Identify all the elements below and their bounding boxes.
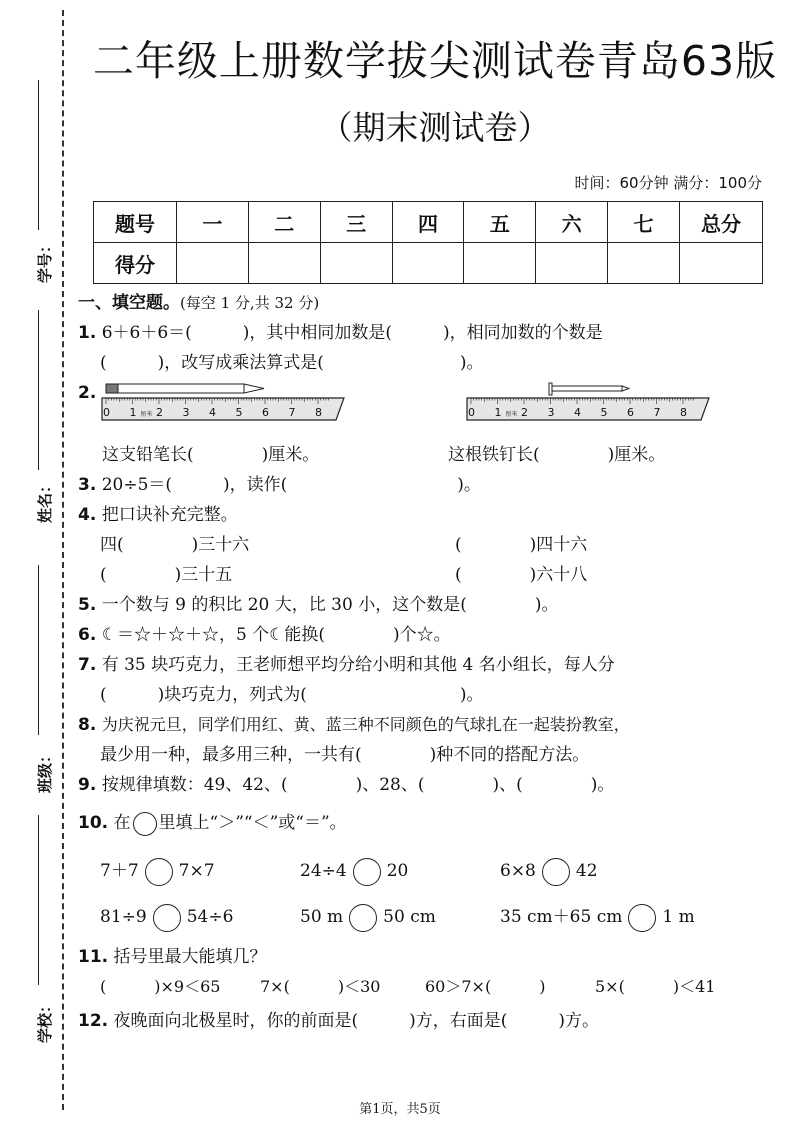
- ruler-tick-label: 0: [468, 406, 475, 419]
- koujue-item: 四( )三十六: [100, 535, 250, 555]
- pencil-ruler-figure: [100, 382, 370, 432]
- school-field: [18, 815, 55, 1045]
- question-text: 把口诀补充完整。: [101, 505, 238, 525]
- question-4-row-1: [78, 530, 758, 560]
- koujue-item: ( )四十六: [455, 535, 588, 555]
- ruler-tick-label: 6: [627, 406, 634, 419]
- school-line[interactable]: [38, 815, 39, 985]
- question-1: [78, 318, 758, 348]
- fill-item: 7×( )＜30: [260, 977, 381, 996]
- nail-ruler-figure: [465, 382, 735, 432]
- student-number-line[interactable]: [38, 80, 39, 230]
- ruler-tick-label: 8: [315, 406, 322, 419]
- score-table-score-row: [94, 243, 763, 284]
- compare-circle[interactable]: [628, 904, 656, 932]
- score-cell[interactable]: [320, 243, 392, 284]
- section-title: 一、填空题。: [78, 293, 180, 313]
- question-text: ( )块巧克力，列式为( )。: [100, 685, 484, 705]
- binding-dashed-line: [62, 10, 64, 1110]
- answer-circle-icon: [133, 812, 157, 836]
- compare-left: 7＋7: [100, 861, 139, 881]
- question-number: 3.: [78, 475, 97, 495]
- student-number-label: 学号：: [36, 237, 55, 284]
- exam-time-info: 时间：60分钟 满分：100分: [574, 174, 762, 192]
- question-6: [78, 620, 758, 650]
- compare-left: 35 cm＋65 cm: [500, 907, 623, 927]
- fill-item: 5×( )＜41: [595, 977, 716, 996]
- score-header-cell: 三: [320, 202, 392, 243]
- question-3: [78, 470, 758, 500]
- ruler-tick-label: 5: [600, 406, 608, 419]
- compare-row-1: [78, 856, 758, 886]
- question-8: [78, 710, 758, 740]
- class-line[interactable]: [38, 565, 39, 735]
- compare-circle[interactable]: [542, 858, 570, 886]
- question-text: 最少用一种，最多用三种，一共有( )种不同的搭配方法。: [100, 745, 590, 765]
- compare-item: [500, 856, 598, 886]
- question-4: [78, 500, 758, 530]
- question-11: [78, 942, 758, 972]
- question-10: [78, 808, 758, 838]
- question-text: ( )，改写成乘法算式是( )。: [100, 353, 484, 373]
- compare-item: [300, 902, 500, 932]
- ruler-tick-label: 7: [653, 406, 661, 419]
- ruler-tick-label: 4: [574, 406, 581, 419]
- question-area: [78, 288, 758, 1036]
- compare-left: 50 m: [300, 907, 344, 927]
- student-number-field: [18, 80, 55, 284]
- ruler-tick-label: 4: [209, 406, 216, 419]
- page-subtitle: （期末测试卷）: [319, 108, 551, 147]
- question-text: 20÷5＝( )，读作( )。: [101, 475, 481, 495]
- compare-right: 50 cm: [383, 907, 436, 927]
- compare-row-2: [78, 902, 758, 932]
- compare-right: 20: [386, 861, 409, 881]
- question-7-line-2: [78, 680, 758, 710]
- question-number: 5.: [78, 595, 97, 615]
- ruler-tick-label: 8: [680, 406, 687, 419]
- question-text: 括号里最大能填几？: [113, 947, 267, 967]
- question-text: 在: [113, 813, 131, 833]
- ruler-tick-label: 6: [262, 406, 269, 419]
- compare-right: 1 m: [662, 907, 695, 927]
- pencil-icon: [106, 384, 264, 393]
- ruler-icon: [102, 398, 344, 420]
- question-text: ☾＝☆＋☆＋☆，5 个☾能换( )个☆。: [101, 625, 451, 645]
- section-heading: [78, 288, 758, 318]
- compare-right: 7×7: [178, 861, 215, 881]
- question-7: [78, 650, 758, 680]
- score-cell[interactable]: [608, 243, 680, 284]
- question-number: 2.: [78, 383, 97, 403]
- ruler-brand-label: 厘米: [505, 411, 518, 418]
- score-header-cell: 题号: [94, 202, 177, 243]
- question-2-answers: [78, 440, 758, 470]
- question-12: [78, 1006, 758, 1036]
- fill-item: ( )×9＜65: [100, 977, 221, 996]
- score-table: [93, 201, 763, 284]
- class-label: 班级：: [36, 747, 55, 794]
- compare-item: [300, 856, 500, 886]
- score-header-cell: 四: [392, 202, 464, 243]
- ruler-tick-label: 3: [547, 406, 555, 419]
- compare-circle[interactable]: [353, 858, 381, 886]
- score-header-cell: 六: [536, 202, 608, 243]
- nail-length-text: 这根铁钉长( )厘米。: [448, 445, 666, 465]
- compare-item: [100, 856, 300, 886]
- question-number: 12.: [78, 1011, 109, 1031]
- question-number: 8.: [78, 715, 97, 735]
- compare-circle[interactable]: [349, 904, 377, 932]
- question-number: 7.: [78, 655, 97, 675]
- question-text: 一个数与 9 的积比 20 大，比 30 小，这个数是( )。: [101, 595, 559, 615]
- question-2: [78, 378, 758, 440]
- score-cell[interactable]: [248, 243, 320, 284]
- compare-circle[interactable]: [153, 904, 181, 932]
- question-text: 6＋6＋6＝( )，其中相同加数是( )，相同加数的个数是: [101, 323, 603, 343]
- class-field: [18, 565, 55, 794]
- question-number: 11.: [78, 947, 109, 967]
- question-text: 按规律填数：49、42、( )、28、( )、( )。: [101, 775, 615, 795]
- ruler-tick-label: 2: [156, 406, 163, 419]
- ruler-brand-label: 厘米: [140, 411, 153, 418]
- ruler-tick-label: 5: [235, 406, 243, 419]
- page-footer: 第1页，共5页: [359, 1102, 441, 1117]
- score-header-cell: 总分: [680, 202, 763, 243]
- score-cell[interactable]: [464, 243, 536, 284]
- question-11-items: [78, 972, 758, 1002]
- question-number: 4.: [78, 505, 97, 525]
- ruler-tick-label: 0: [103, 406, 110, 419]
- score-header-cell: 二: [248, 202, 320, 243]
- question-4-row-2: [78, 560, 758, 590]
- question-text: 夜晚面向北极星时，你的前面是( )方，右面是( )方。: [113, 1011, 600, 1031]
- ruler-tick-label: 3: [182, 406, 190, 419]
- ruler-tick-label: 1: [494, 406, 502, 419]
- question-text: 里填上“＞”“＜”或“＝”。: [158, 813, 347, 833]
- question-number: 9.: [78, 775, 97, 795]
- score-row-label: 得分: [94, 243, 177, 284]
- school-label: 学校：: [36, 997, 55, 1044]
- question-number: 10.: [78, 813, 109, 833]
- pencil-length-text: 这支铅笔长( )厘米。: [102, 445, 320, 465]
- koujue-item: ( )六十八: [455, 565, 588, 585]
- compare-item: [500, 902, 695, 932]
- compare-circle[interactable]: [145, 858, 173, 886]
- compare-left: 24÷4: [300, 861, 347, 881]
- score-header-cell: 一: [177, 202, 249, 243]
- compare-right: 54÷6: [186, 907, 234, 927]
- fill-item: 60＞7×( ): [425, 977, 546, 996]
- score-header-cell: 五: [464, 202, 536, 243]
- question-9: [78, 770, 758, 800]
- question-8-line-2: [78, 740, 758, 770]
- compare-item: [100, 902, 300, 932]
- compare-right: 42: [575, 861, 598, 881]
- question-text: 为庆祝元旦，同学们用红、黄、蓝三种不同颜色的气球扎在一起装扮教室，: [101, 715, 630, 734]
- student-name-line[interactable]: [38, 310, 39, 470]
- student-name-label: 姓名：: [36, 477, 55, 524]
- koujue-item: ( )三十五: [100, 565, 233, 585]
- score-cell[interactable]: [536, 243, 608, 284]
- ruler-tick-label: 1: [129, 406, 137, 419]
- compare-left: 6×8: [500, 861, 536, 881]
- nail-icon: [549, 383, 629, 395]
- question-5: [78, 590, 758, 620]
- score-cell[interactable]: [680, 243, 763, 284]
- question-number: 1.: [78, 323, 97, 343]
- ruler-icon: [467, 398, 709, 420]
- score-cell[interactable]: [392, 243, 464, 284]
- score-cell[interactable]: [177, 243, 249, 284]
- ruler-tick-label: 2: [521, 406, 528, 419]
- score-header-cell: 七: [608, 202, 680, 243]
- question-text: 有 35 块巧克力，王老师想平均分给小明和其他 4 名小组长，每人分: [101, 655, 615, 675]
- score-table-header-row: [94, 202, 763, 243]
- page-title: 二年级上册数学拔尖测试卷青岛63版: [92, 37, 778, 85]
- section-note: (每空 1 分,共 32 分): [180, 294, 320, 312]
- student-name-field: [18, 310, 55, 524]
- ruler-tick-label: 7: [288, 406, 296, 419]
- question-1-line-2: [78, 348, 758, 378]
- compare-left: 81÷9: [100, 907, 147, 927]
- question-number: 6.: [78, 625, 97, 645]
